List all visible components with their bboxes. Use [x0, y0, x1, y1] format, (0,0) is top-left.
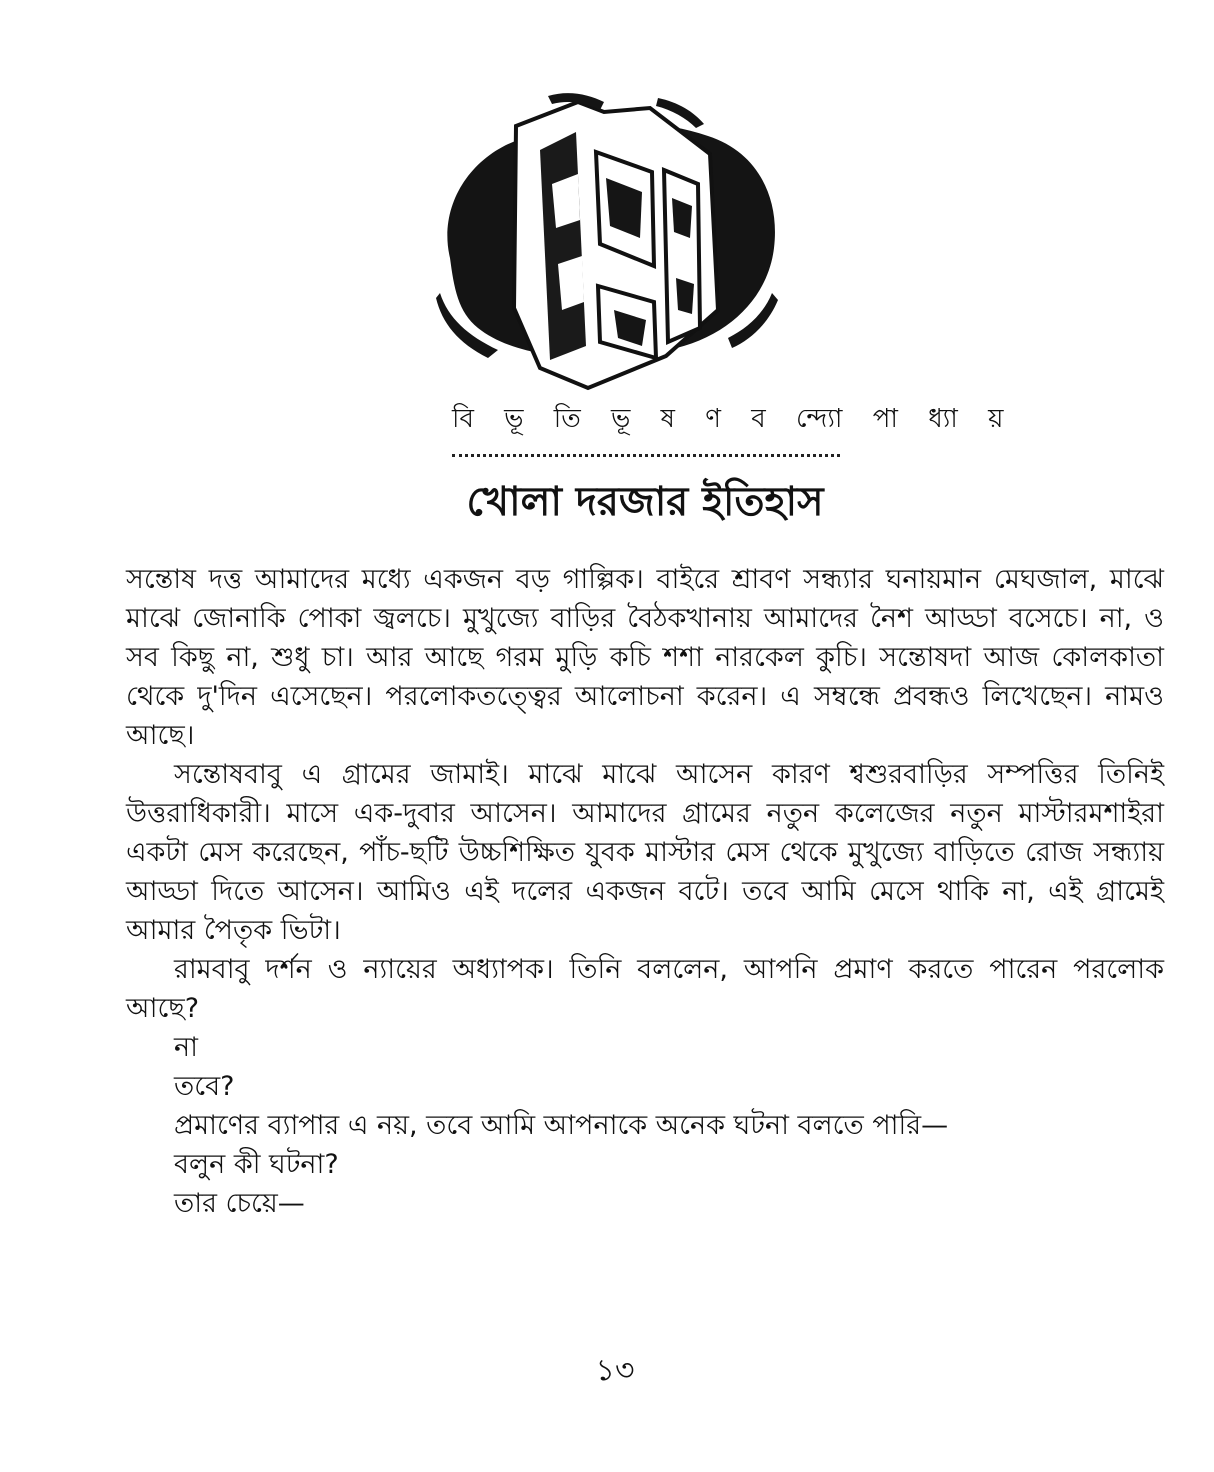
door-illustration-icon — [428, 88, 788, 398]
paragraph: সন্তোষ দত্ত আমাদের মধ্যে একজন বড় গাল্পিক। বাইরে শ্রাবণ সন্ধ্যার ঘনায়মান মেঘজাল, মাঝে মাঝে জোনাকি পোকা জ্বলচে। মুখুজ্যে বাড়ির বৈঠকখানায় আমাদের নৈশ আড্ডা বসেচে। না, ও সব কিছু না, শুধু চা। আর আছে গরম মুড়ি কচি শশা নারকেল কুচি। সন্তোষদা আজ কোলকাতা থেকে দু'দিন এসেছেন। পরলোকতত্ত্বের আলোচনা করেন। এ সম্বন্ধে প্রবন্ধও লিখেছেন। নামও আছে। — [126, 564, 1164, 751]
story-title: খোলা দরজার ইতিহাস — [466, 479, 824, 525]
dialogue-line: তার চেয়ে— — [174, 1188, 305, 1219]
dialogue-line: প্রমাণের ব্যাপার এ নয়, তবে আমি আপনাকে অনেক ঘটনা বলতে পারি— — [174, 1110, 949, 1141]
page-number: ১৩ — [595, 1353, 635, 1388]
dialogue-line: না — [174, 1032, 198, 1063]
dialogue-line: বলুন কী ঘটনা? — [174, 1149, 339, 1180]
dotted-divider — [452, 454, 840, 457]
dialogue-line: তবে? — [174, 1071, 235, 1102]
author-name: বি ভূ তি ভূ ষ ণ ব ন্দ্যো পা ধ্যা য় — [452, 404, 1015, 434]
story-body — [126, 560, 1164, 1223]
paragraph: রামবাবু দর্শন ও ন্যায়ের অধ্যাপক। তিনি বললেন, আপনি প্রমাণ করতে পারেন পরলোক আছে? — [126, 954, 1164, 1024]
paragraph: সন্তোষবাবু এ গ্রামের জামাই। মাঝে মাঝে আসেন কারণ শ্বশুরবাড়ির সম্পত্তির তিনিই উত্তরাধিকারী। মাসে এক-দুবার আসেন। আমাদের গ্রামের নতুন কলেজের নতুন মাস্টারমশাইরা একটা মেস করেছেন, পাঁচ-ছটি উচ্চশিক্ষিত যুবক মাস্টার মেস থেকে মুখুজ্যে বাড়িতে রোজ সন্ধ্যায় আড্ডা দিতে আসেন। আমিও এই দলের একজন বটে। তবে আমি মেসে থাকি না, এই গ্রামেই আমার পৈতৃক ভিটা। — [126, 759, 1164, 946]
